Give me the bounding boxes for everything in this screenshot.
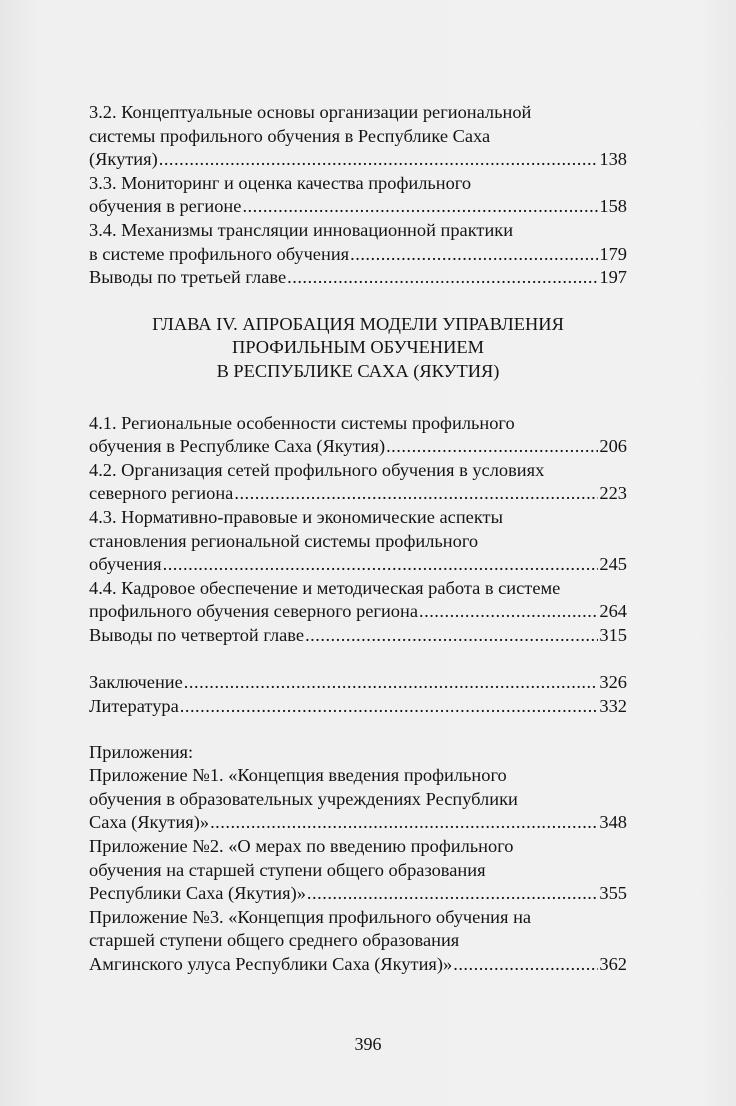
dot-leader: [287, 266, 598, 290]
toc-entry-title-end: обучения в регионе: [89, 196, 242, 217]
toc-entry-title-line: Приложение №3. «Концепция профильного обучения на: [89, 906, 532, 927]
toc-entry-leader-line: [89, 243, 627, 267]
appendix-entries: [89, 764, 627, 976]
toc-entry-leader-line: [89, 811, 627, 835]
chapter-4-heading: [89, 313, 627, 384]
toc-entry-title-line: 4.2. Организация сетей профильного обучения в условиях: [89, 459, 545, 480]
toc-entry-title-end: в системе профильного обучения: [89, 243, 350, 264]
section-3-entries: [89, 101, 627, 290]
toc-entry-title-line: 4.3. Нормативно-правовые и экономические аспекты: [89, 506, 503, 527]
toc-entry-leader-line: [89, 882, 627, 906]
dot-leader: [210, 811, 598, 835]
toc-entry-title-line: Приложение №2. «О мерах по введению профильного: [89, 836, 514, 857]
toc-entry: [89, 835, 627, 906]
toc-entry: [89, 172, 627, 219]
toc-entry-title-end: обучения в Республике Саха (Якутия): [89, 436, 386, 457]
toc-entry-page-number: 179: [599, 243, 627, 264]
toc-entry: [89, 506, 627, 577]
toc-entry-title-line: Приложение №1. «Концепция введения профильного: [89, 765, 507, 786]
toc-entry-page-number: 223: [599, 483, 627, 504]
section-4-entries: [89, 412, 627, 648]
dot-leader: [350, 243, 598, 267]
toc-entry-page-number: 326: [599, 672, 627, 693]
toc-entry: [89, 412, 627, 459]
toc-entry-title-end: северного региона: [89, 483, 234, 504]
dot-leader: [159, 148, 599, 172]
toc-entry: [89, 266, 627, 290]
dot-leader: [180, 695, 599, 719]
toc-entry-page-number: 197: [599, 267, 627, 288]
toc-entry: [89, 577, 627, 624]
toc-entry-title-line: 3.4. Механизмы трансляции инновационной практики: [89, 219, 514, 240]
toc-entry-page-number: 315: [599, 624, 627, 645]
toc-entry-title-end: обучения: [89, 554, 162, 575]
toc-entry-leader-line: [89, 671, 627, 695]
toc-entry: [89, 906, 627, 977]
toc-entry-leader-line: [89, 195, 627, 219]
appendices-heading: Приложения:: [89, 741, 194, 762]
toc-entry-title-line: становления региональной системы профильного: [89, 530, 479, 551]
toc-entry-title-end: Заключение: [89, 672, 183, 693]
chapter-4-heading-line-2: ПРОФИЛЬНЫМ ОБУЧЕНИЕМ: [232, 337, 484, 358]
toc-entry-title-line: старшей ступени общего среднего образования: [89, 930, 460, 951]
toc-entry-leader-line: [89, 624, 627, 648]
toc-entry-title-line: 4.4. Кадровое обеспечение и методическая работа в системе: [89, 577, 561, 598]
page-number: 396: [354, 1034, 382, 1054]
toc-entry-title-line: 4.1. Региональные особенности системы профильного: [89, 412, 515, 433]
toc-entry-page-number: 206: [599, 436, 627, 457]
toc-entry: [89, 671, 627, 695]
toc-entry-title-end: (Якутия): [89, 149, 158, 170]
toc-entry-title-line: обучения на старшей ступени общего образования: [89, 859, 486, 880]
toc-entry-title-line: 3.2. Концептуальные основы организации региональной: [89, 102, 532, 122]
chapter-4-heading-line-1: ГЛАВА IV. АПРОБАЦИЯ МОДЕЛИ УПРАВЛЕНИЯ: [152, 313, 564, 334]
toc-entry-page-number: 362: [599, 954, 627, 974]
dot-leader: [453, 953, 598, 977]
toc-entry-page-number: 264: [599, 601, 627, 622]
toc-entry-leader-line: [89, 553, 627, 577]
dot-leader: [234, 482, 598, 506]
dot-leader: [242, 195, 598, 219]
toc-entry-title-end: Республики Саха (Якутия)»: [89, 883, 306, 904]
toc-entry-leader-line: [89, 435, 627, 459]
dot-leader: [419, 600, 598, 624]
toc-entry-title-end: Саха (Якутия)»: [89, 812, 210, 833]
toc-entry: [89, 459, 627, 506]
toc-entry-title-end: Литература: [89, 696, 179, 717]
toc-entry-page-number: 355: [599, 883, 627, 904]
toc-entry-page-number: 332: [599, 696, 627, 717]
chapter-4-heading-line-3: В РЕСПУБЛИКЕ САХА (ЯКУТИЯ): [216, 360, 500, 381]
dot-leader: [386, 435, 598, 459]
toc-entry-leader-line: [89, 695, 627, 719]
toc-entry-title-end: Выводы по четвертой главе: [89, 624, 305, 645]
toc-entry-title-end: Амгинского улуса Республики Саха (Якутия)»: [89, 954, 453, 974]
toc-entry: [89, 219, 627, 266]
toc-entry: [89, 695, 627, 719]
toc-entry-leader-line: [89, 600, 627, 624]
toc-entry-title-line: обучения в образовательных учреждениях Республики: [89, 788, 518, 809]
toc-entry: [89, 764, 627, 835]
closing-entries: [89, 671, 627, 718]
toc-entry-page-number: 348: [599, 812, 627, 833]
toc-entry-leader-line: [89, 953, 627, 977]
toc-entry-title-end: профильного обучения северного региона: [89, 601, 419, 622]
dot-leader: [305, 624, 598, 648]
toc-entry: [89, 101, 627, 172]
toc-entry: [89, 624, 627, 648]
dot-leader: [307, 882, 598, 906]
toc-entry-leader-line: [89, 266, 627, 290]
toc-entry-page-number: 245: [599, 554, 627, 575]
toc-entry-leader-line: [89, 148, 627, 172]
table-of-contents: [89, 101, 627, 977]
toc-entry-page-number: 158: [599, 196, 627, 217]
toc-entry-title-line: 3.3. Мониторинг и оценка качества профильного: [89, 172, 472, 193]
dot-leader: [163, 553, 599, 577]
toc-entry-page-number: 138: [599, 149, 627, 170]
toc-entry-leader-line: [89, 482, 627, 506]
toc-entry-title-end: Выводы по третьей главе: [89, 267, 287, 288]
toc-entry-title-line: системы профильного обучения в Республике Саха: [89, 125, 491, 146]
dot-leader: [184, 671, 599, 695]
